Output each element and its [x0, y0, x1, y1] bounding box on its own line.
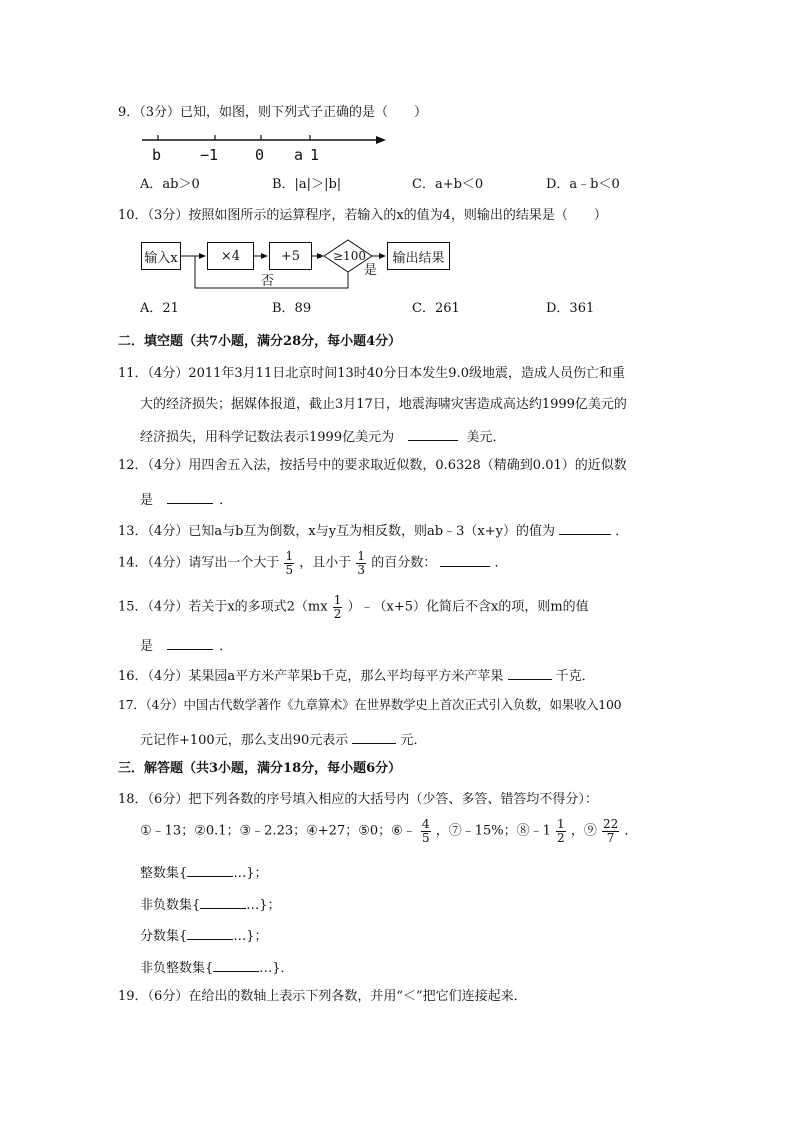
q18-set-nonnegative — [140, 896, 281, 912]
set-nonnegative-blank — [200, 896, 246, 909]
set-integers-label: 整数集{ — [140, 866, 188, 881]
q13-answer-blank — [559, 522, 611, 535]
q9-stem: 9．（3分）已知，如图，则下列式子正确的是（ ） — [118, 105, 428, 120]
q10-option-d: D．361 — [546, 301, 595, 316]
q15-text-b: ）﹣（x+5）化简后不含x的项，则m的值 — [347, 599, 589, 615]
q19-stem: 19．（6分）在给出的数轴上表示下列各数，并用“＜”把它们连接起来． — [118, 989, 527, 1004]
q18-set-nonnegative-integers — [140, 959, 294, 975]
q15-line2-end: ． — [219, 639, 233, 654]
q12-line2-end: ． — [219, 493, 233, 508]
q12-line1: 12．（4分）用四舍五入法，按括号中的要求取近似数，0.6328（精确到0.01）的近似数 — [118, 458, 627, 473]
q15-frac-den: 2 — [333, 606, 342, 621]
q10-option-c: C．261 — [412, 301, 460, 316]
set-nonneg-int-label: 非负整数集{ — [140, 961, 214, 976]
q14-frac1-num: 1 — [285, 549, 294, 563]
q15-answer-blank — [167, 637, 213, 650]
q17-line2 — [140, 731, 427, 747]
q18-nums-c: ，⑨ — [570, 823, 597, 839]
q14-text-a: 14．（4分）请写出一个大于 — [118, 555, 280, 571]
q11-line2: 大的经济损失；据媒体报道，截止3月17日，地震海啸灾害造成高达约1999亿美元的 — [140, 397, 627, 412]
flow-output-box — [387, 242, 450, 270]
q9-option-a: A．ab＞0 — [140, 177, 200, 192]
set-integers-end: …}； — [233, 866, 268, 881]
q10-flowchart — [140, 238, 460, 294]
q11-line3-unit: 美元． — [466, 430, 506, 445]
q14-text-b: ，且小于 — [299, 555, 352, 571]
nl-label-1: 1 — [310, 146, 320, 164]
q15-line1 — [118, 594, 589, 620]
q13 — [118, 522, 628, 538]
q18-stem: 18．（6分）把下列各数的序号填入相应的大括号内（少答、多答、错答均不得分）： — [118, 792, 598, 807]
number-line-graphic — [140, 128, 390, 168]
q12-line2-text: 是 — [140, 493, 154, 508]
q10-option-a: A．21 — [140, 301, 179, 316]
set-integers-blank — [187, 864, 233, 877]
q18-frac2-num: 1 — [557, 817, 565, 831]
q14-frac1-den: 5 — [285, 562, 294, 577]
q16-answer-blank — [508, 667, 552, 680]
flow-output-label: 输出结果 — [392, 250, 445, 266]
flow-condition-label: ≥100 — [333, 249, 366, 263]
set-fractions-blank — [187, 927, 233, 940]
q18-set-integers — [140, 864, 268, 880]
q18-nums-b: ，⑦﹣15%；⑧﹣1 — [435, 823, 551, 839]
flow-multiply-box — [207, 242, 254, 270]
q12-answer-blank — [167, 491, 213, 504]
set-fractions-label: 分数集{ — [140, 929, 188, 944]
flow-multiply-label: ×4 — [220, 248, 241, 264]
q18-nums-a: ①﹣13；②0.1；③﹣2.23；④+27；⑤0；⑥﹣ — [140, 823, 416, 839]
q18-set-fractions — [140, 927, 268, 943]
q17-line2-end: 元． — [400, 733, 427, 748]
nl-label-0: 0 — [255, 146, 265, 164]
nl-label-a: a — [294, 146, 304, 164]
q9-option-c: C．a+b＜0 — [412, 177, 484, 192]
q17-line1: 17．（4分）中国古代数学著作《九章算术》在世界数学史上首次正式引入负数，如果收入100 — [118, 697, 622, 712]
q18-numbers — [140, 818, 637, 844]
flow-add-box — [269, 242, 312, 270]
flow-add-label: +5 — [280, 248, 301, 264]
set-nonnegative-end: …}； — [246, 898, 281, 913]
q14-frac2-num: 1 — [357, 549, 366, 563]
flow-input-box — [141, 242, 181, 270]
q11-answer-blank — [408, 428, 458, 441]
nl-label-neg1: −1 — [200, 146, 219, 164]
q14-answer-blank — [440, 554, 490, 567]
q18-frac3-den: 7 — [606, 830, 615, 845]
q14-end: ． — [494, 555, 508, 571]
section-2-heading: 二．填空题（共7小题，满分28分，每小题4分） — [118, 334, 402, 349]
set-nonneg-int-blank — [213, 959, 259, 972]
q9-option-d: D．a﹣b＜0 — [546, 177, 620, 192]
q18-fraction-2 — [556, 818, 566, 844]
flow-input-label: 输入x — [144, 250, 178, 266]
q15-frac-num: 1 — [333, 593, 342, 607]
q18-fraction-1 — [421, 818, 431, 844]
q10-option-b: B．89 — [272, 301, 312, 316]
q18-frac3-num: 22 — [602, 817, 619, 831]
q14-frac2-den: 3 — [357, 562, 366, 577]
q15-text-a: 15．（4分）若关于x的多项式2（mx — [118, 599, 328, 615]
q13-text: 13．（4分）已知a与b互为倒数，x与y互为相反数，则ab﹣3（x+y）的值为 — [118, 524, 555, 539]
q16 — [118, 667, 595, 683]
set-nonneg-int-end: …}． — [259, 961, 294, 976]
q15-line2 — [140, 637, 232, 653]
q12-line2 — [140, 491, 232, 507]
q15-fraction — [333, 594, 343, 620]
q18-frac1-den: 5 — [421, 830, 430, 845]
q16-end: 千克． — [555, 669, 595, 684]
q11-line3-text: 经济损失，用科学记数法表示1999亿美元为 — [140, 430, 395, 445]
q9-option-b: B．|a|＞|b| — [272, 177, 342, 192]
q10-stem: 10．（3分）按照如图所示的运算程序，若输入的x的值为4，则输出的结果是（ ） — [118, 208, 607, 223]
nl-label-b: b — [152, 146, 162, 164]
q15-line2-text: 是 — [140, 639, 154, 654]
q18-fraction-3 — [602, 818, 619, 844]
set-nonnegative-label: 非负数集{ — [140, 898, 201, 913]
q18-frac1-num: 4 — [421, 817, 430, 831]
q14 — [118, 550, 508, 576]
q14-text-c: 的百分数： — [371, 555, 437, 571]
q18-frac2-den: 2 — [557, 830, 565, 845]
q11-line1: 11．（4分）2011年3月11日北京时间13时40分日本发生9.0级地震，造成人员伤亡和重 — [118, 366, 625, 381]
q16-text: 16．（4分）某果园a平方米产苹果b千克，那么平均每平方米产苹果 — [118, 669, 504, 684]
flow-no-label: 否 — [261, 274, 275, 289]
q13-end: ． — [615, 524, 629, 539]
section-3-heading: 三．解答题（共3小题，满分18分，每小题6分） — [118, 761, 402, 776]
q9-number-line — [140, 128, 390, 168]
q18-nums-d: ． — [624, 823, 638, 839]
q14-fraction-1 — [284, 550, 294, 576]
flow-yes-label: 是 — [364, 263, 378, 278]
q14-fraction-2 — [356, 550, 366, 576]
set-fractions-end: …}； — [233, 929, 268, 944]
q11-line3 — [140, 428, 505, 444]
q17-answer-blank — [352, 731, 396, 744]
q17-line2-text: 元记作+100元，那么支出90元表示 — [140, 733, 349, 748]
